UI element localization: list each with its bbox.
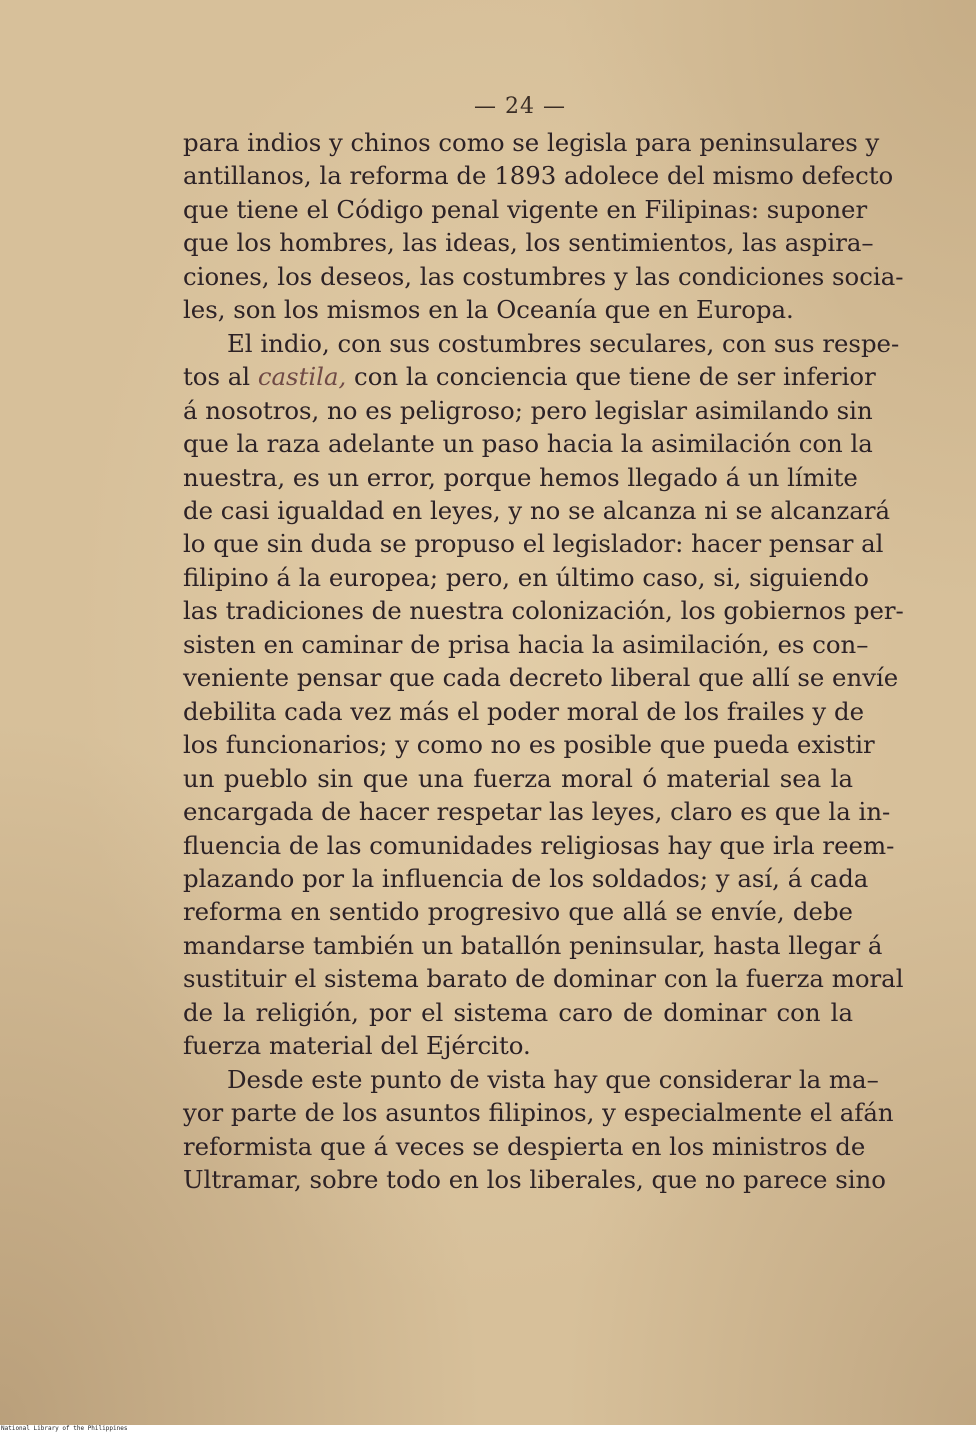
library-credit: National Library of the Philippines [1, 1425, 128, 1432]
text-line: debilita cada vez más el poder moral de los frailes y de [183, 696, 865, 726]
paragraph-2 [183, 327, 904, 1063]
text-line: les, son los mismos en la Oceanía que en Europa. [183, 295, 794, 325]
text-line: que la raza adelante un paso hacia la asimilación con la [183, 429, 873, 459]
text-line: que tiene el Código penal vigente en Filipinas: suponer [183, 194, 868, 224]
text-line: mandarse también un batallón peninsular, hasta llegar á [183, 930, 883, 960]
text-line: yor parte de los asuntos filipinos, y especialmente el afán [183, 1098, 894, 1128]
text-line: Ultramar, sobre todo en los liberales, que no parece sino [183, 1165, 886, 1195]
text-line: plazando por la influencia de los soldados; y así, á cada [183, 863, 869, 893]
page-number: — 24 — [474, 94, 566, 119]
text-line-with-italic [183, 360, 876, 393]
text-line: lo que sin duda se propuso el legislador: hacer pensar al [183, 529, 884, 559]
italic-word: castila, [257, 362, 347, 392]
text-line: de la religión, por el sistema caro de dominar con la [183, 997, 853, 1027]
text-line: los funcionarios; y como no es posible que pueda existir [183, 730, 875, 760]
body-text [183, 126, 904, 1197]
text-line: que los hombres, las ideas, los sentimientos, las aspira– [183, 228, 874, 258]
text-line: encargada de hacer respetar las leyes, claro es que la in- [183, 797, 891, 827]
text-line: reforma en sentido progresivo que allá se envíe, debe [183, 897, 853, 927]
text-line: nuestra, es un error, porque hemos llegado á un límite [183, 462, 858, 492]
text-line: las tradiciones de nuestra colonización, los gobiernos per- [183, 596, 904, 626]
text-line: reformista que á veces se despierta en los ministros de [183, 1131, 866, 1161]
text-line: antillanos, la reforma de 1893 adolece del mismo defecto [183, 161, 894, 191]
footer-strip [0, 1425, 976, 1433]
paragraph-3 [183, 1063, 894, 1197]
text-segment: tos al [183, 362, 258, 392]
text-line: sustituir el sistema barato de dominar con la fuerza moral [183, 964, 904, 994]
text-line: de casi igualdad en leyes, y no se alcanza ni se alcanzará [183, 495, 891, 525]
text-line: para indios y chinos como se legisla para peninsulares y [183, 128, 880, 157]
text-line: veniente pensar que cada decreto liberal que allí se envíe [183, 663, 899, 693]
text-line: sisten en caminar de prisa hacia la asimilación, es con– [183, 629, 869, 659]
text-line: Desde este punto de vista hay que considerar la ma– [227, 1064, 879, 1094]
paragraph-1 [183, 126, 904, 327]
text-line: un pueblo sin que una fuerza moral ó material sea la [183, 763, 853, 793]
text-line: filipino á la europea; pero, en último caso, si, siguiendo [183, 562, 869, 592]
text-line: á nosotros, no es peligroso; pero legislar asimilando sin [183, 395, 873, 425]
text-line: ciones, los deseos, las costumbres y las condiciones socia- [183, 261, 904, 291]
text-line: El indio, con sus costumbres seculares, con sus respe- [227, 328, 900, 358]
text-segment: con la conciencia que tiene de ser inferior [346, 362, 876, 392]
text-line: fluencia de las comunidades religiosas hay que irla reem- [183, 830, 895, 860]
text-line: fuerza material del Ejército. [183, 1031, 531, 1061]
